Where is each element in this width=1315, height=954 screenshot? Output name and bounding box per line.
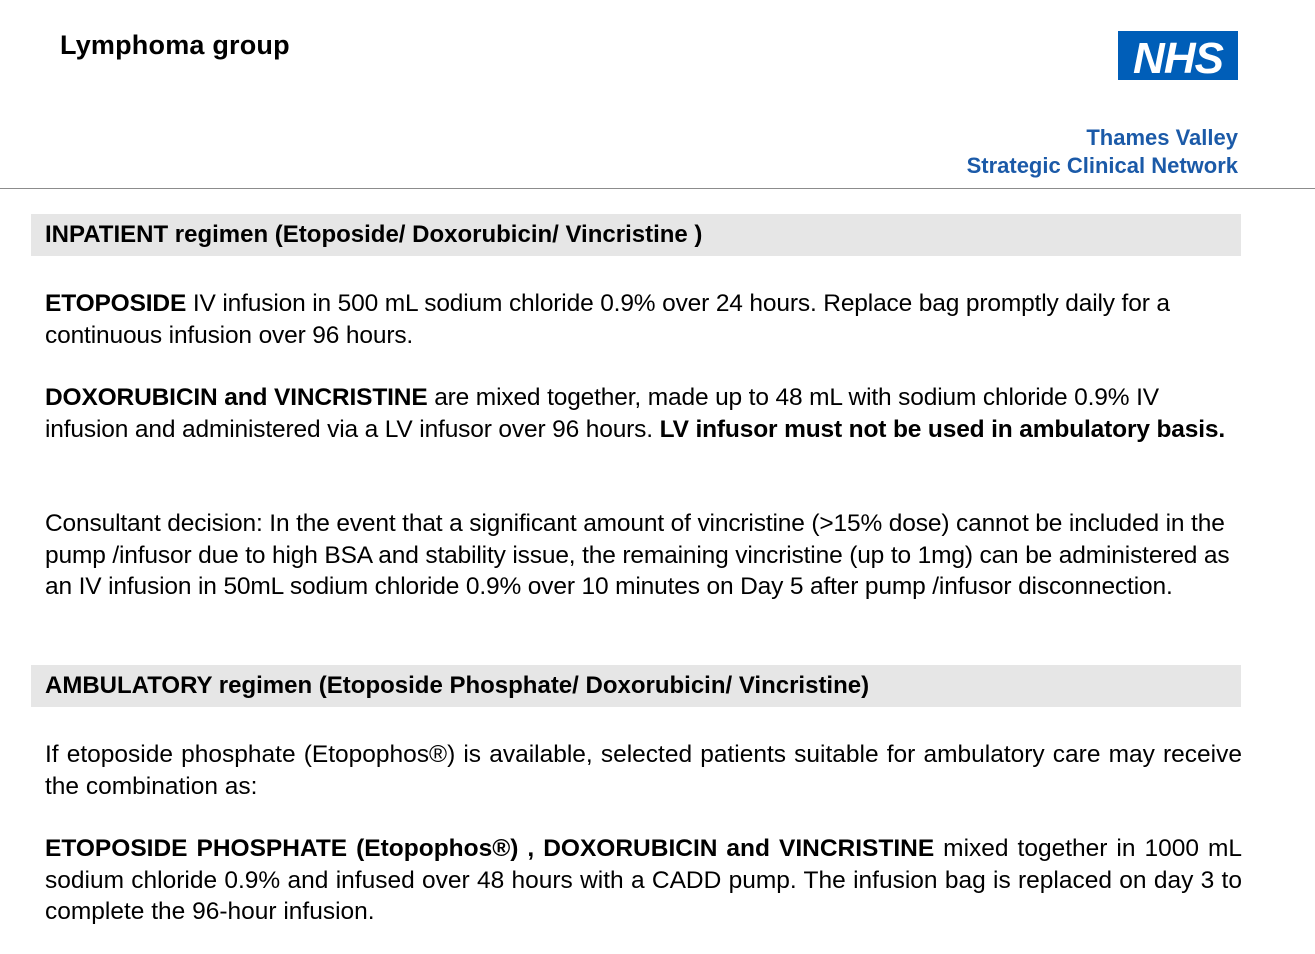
etoposide-instructions: IV infusion in 500 mL sodium chloride 0.9% over 24 hours. Replace bag promptly daily for a continuous infusion over 96 hours. [45,290,1170,349]
ambulatory-section-heading: AMBULATORY regimen (Etoposide Phosphate/ Doxorubicin/ Vincristine) [31,665,1241,707]
consultant-decision-paragraph: Consultant decision: In the event that a significant amount of vincristine (>15% dose) cannot be included in the pump /infusor due to high BSA and stability issue, the remaining vincristine (up to 1mg) can be administered as an IV infusion in 50mL sodium chloride 0.9% over 10 minutes on Day 5 after pump /infusor disconnection. [45,510,1230,600]
ambulatory-instructions: mixed together in 1000 mL sodium chloride 0.9% and infused over 48 hours with a CADD pump. The infusion bag is replaced on day 3 to complete the 96-hour infusion. [45,835,1242,925]
network-name [967,124,1238,180]
inpatient-etoposide-paragraph [45,288,1242,351]
nhs-logo [1118,31,1238,80]
doxorubicin-vincristine-instructions: are mixed together, made up to 48 mL with sodium chloride 0.9% IV infusion and administered via a LV infusor over 96 hours. [45,384,1159,443]
inpatient-section-heading: INPATIENT regimen (Etoposide/ Doxorubicin/ Vincristine ) [31,214,1241,256]
network-name-line1: Thames Valley [1086,125,1238,150]
ambulatory-combination-paragraph [45,833,1242,928]
etoposide-drug-name: ETOPOSIDE [45,290,187,317]
doxorubicin-vincristine-drug-names: DOXORUBICIN and VINCRISTINE [45,384,428,411]
inpatient-doxorubicin-vincristine-paragraph [45,382,1242,445]
network-name-line2: Strategic Clinical Network [966,153,1238,178]
ambulatory-drug-names: ETOPOSIDE PHOSPHATE (Etopophos®) , DOXORUBICIN and VINCRISTINE [45,835,935,862]
group-title: Lymphoma group [60,30,290,60]
ambulatory-intro-paragraph: If etoposide phosphate (Etopophos®) is available, selected patients suitable for ambulatory care may receive the combination as: [45,741,1242,800]
header-divider [0,188,1315,189]
lv-infusor-warning: LV infusor must not be used in ambulatory basis. [659,415,1226,443]
nhs-logo-text: NHS [1133,34,1223,80]
